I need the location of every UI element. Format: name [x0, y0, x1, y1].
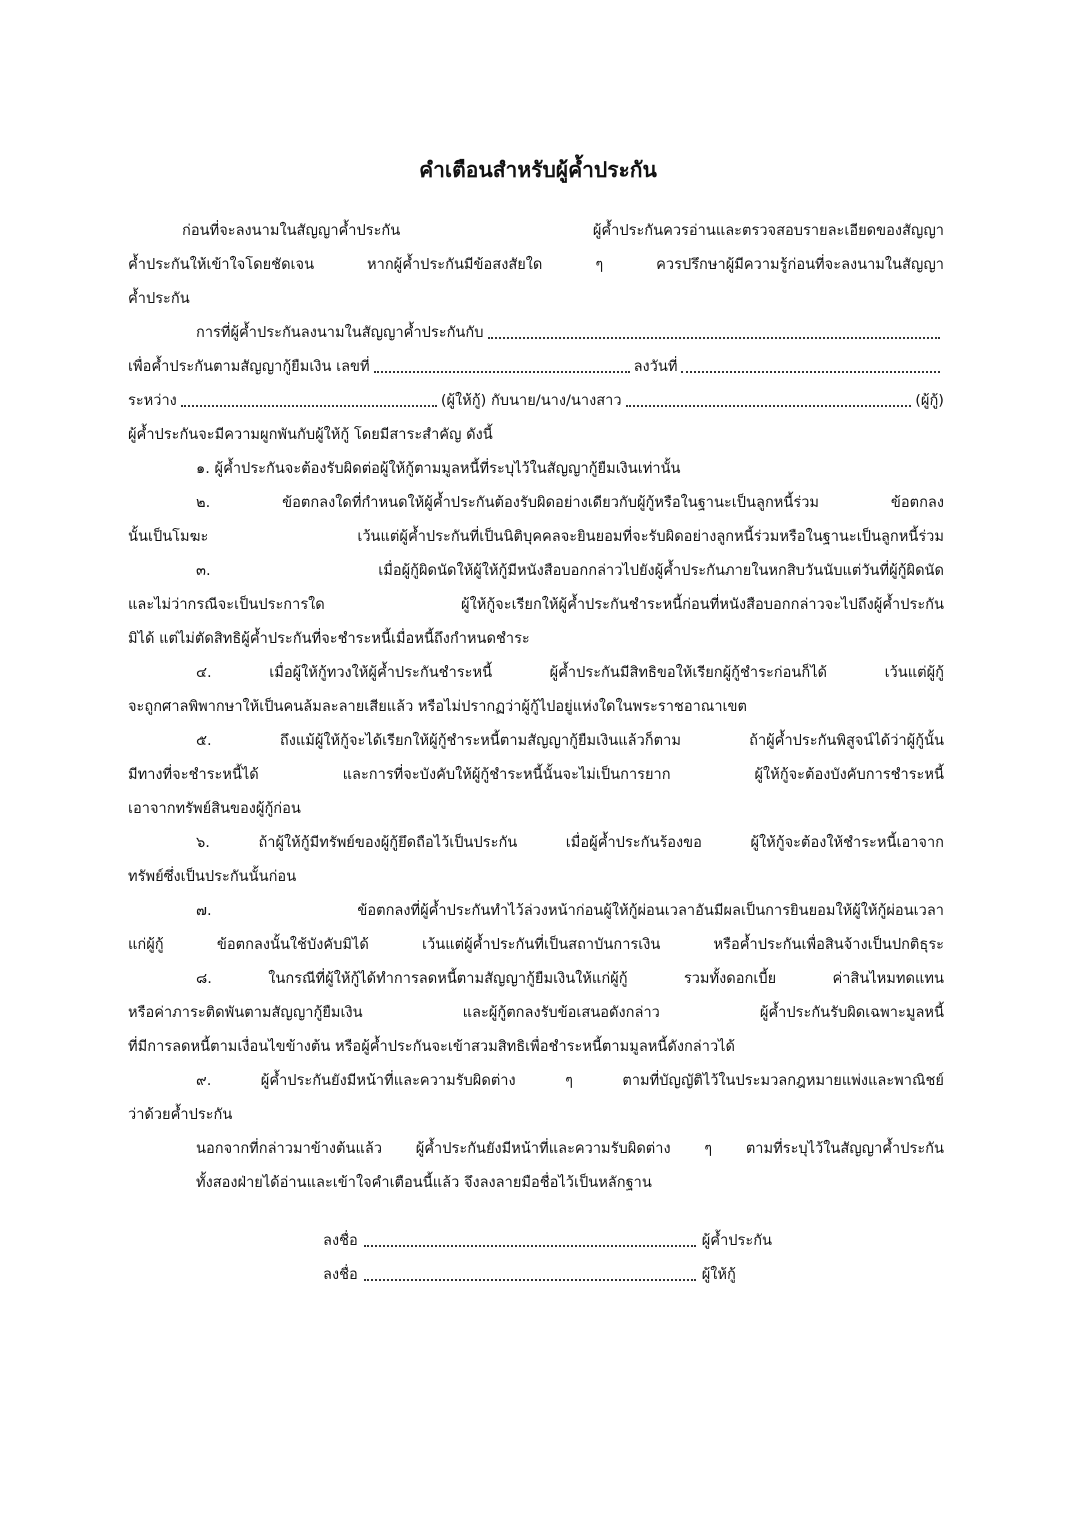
clause-8-line-1: ๘. ในกรณีที่ผู้ให้กู้ได้ทำการลดหนี้ตามสัญญากู้ยืมเงินให้แก่ผู้กู้ รวมทั้งดอกเบี้ย ค่าสินไหมทดแทน [196, 970, 944, 987]
clause-3-line-1: ๓. เมื่อผู้กู้ผิดนัดให้ผู้ให้กู้มีหนังสือบอกกล่าวไปยังผู้ค้ำประกันภายในหกสิบวันนับแต่วันที่ผู้กู้ผิดนัด [196, 562, 944, 579]
intro-line-2: ค้ำประกันให้เข้าใจโดยชัดเจน หากผู้ค้ำประกันมีข้อสงสัยใด ๆ ควรปรึกษาผู้มีความรู้ก่อนที่จะลงนามในสัญญา [128, 256, 944, 273]
clause-2-line-1: ๒. ข้อตกลงใดที่กำหนดให้ผู้ค้ำประกันต้องรับผิดอย่างเดียวกับผู้กู้หรือในฐานะเป็นลูกหนี้ร่วม ข้อตกลง [196, 494, 944, 511]
clause-5-line-3: เอาจากทรัพย์สินของผู้กู้ก่อน [128, 800, 301, 817]
signature-label: ลงชื่อ [323, 1266, 358, 1283]
between-label: ระหว่าง [128, 392, 177, 409]
lender-signature-blank[interactable] [364, 1279, 696, 1281]
closing-line-1: นอกจากที่กล่าวมาข้างต้นแล้ว ผู้ค้ำประกันยังมีหน้าที่และความรับผิดต่าง ๆ ตามที่ระบุไว้ในสัญญาค้ำประกัน [196, 1140, 944, 1157]
borrower-label: (ผู้กู้) [915, 392, 944, 409]
clause-9-line-1: ๙. ผู้ค้ำประกันยังมีหน้าที่และความรับผิดต่าง ๆ ตามที่บัญญัติไว้ในประมวลกฎหมายแพ่งและพาณิชย์ [196, 1072, 944, 1089]
document-title: คำเตือนสำหรับผู้ค้ำประกัน [419, 158, 657, 182]
clause-6-line-1: ๖. ถ้าผู้ให้กู้มีทรัพย์ของผู้กู้ยึดถือไว้เป็นประกัน เมื่อผู้ค้ำประกันร้องขอ ผู้ให้กู้จะต้องให้ชำระหนี้เอาจาก [196, 834, 944, 851]
clause-9-line-2: ว่าด้วยค้ำประกัน [128, 1106, 233, 1123]
clause-5-line-1: ๕. ถึงแม้ผู้ให้กู้จะได้เรียกให้ผู้กู้ชำระหนี้ตามสัญญากู้ยืมเงินแล้วก็ตาม ถ้าผู้ค้ำประกันพิสูจน์ได้ว่าผู้กู้นั้น [196, 732, 944, 749]
clause-8-line-2: หรือค่าภาระติดพันตามสัญญากู้ยืมเงิน และผู้กู้ตกลงรับข้อเสนอดังกล่าว ผู้ค้ำประกันรับผิดเฉพาะมูลหนี้ [128, 1004, 944, 1021]
intro-line-3: ค้ำประกัน [128, 290, 190, 307]
loan-contract-number-label: เพื่อค้ำประกันตามสัญญากู้ยืมเงิน เลขที่ [128, 358, 370, 375]
signature-role: ผู้ค้ำประกัน [701, 1232, 773, 1249]
signature-lender [323, 1260, 736, 1290]
clause-1-line-1: ๑. ผู้ค้ำประกันจะต้องรับผิดต่อผู้ให้กู้ตามมูลหนี้ที่ระบุไว้ในสัญญากู้ยืมเงินเท่านั้น [196, 460, 681, 477]
clause-5-line-2: มีทางที่จะชำระหนี้ได้ และการที่จะบังคับให้ผู้กู้ชำระหนี้นั้นจะไม่เป็นการยาก ผู้ให้กู้จะต้องบังคับการชำระหนี้ [128, 766, 944, 783]
guarantor-signature-blank[interactable] [364, 1245, 696, 1247]
clause-2-line-2: นั้นเป็นโมฆะ เว้นแต่ผู้ค้ำประกันที่เป็นนิติบุคคลจะยินยอมที่จะรับผิดอย่างลูกหนี้ร่วมหรือในฐานะเป็นลูกหนี้ร่วม [128, 528, 944, 545]
clause-4-line-1: ๔. เมื่อผู้ให้กู้ทวงให้ผู้ค้ำประกันชำระหนี้ ผู้ค้ำประกันมีสิทธิขอให้เรียกผู้กู้ชำระก่อนก็ได้ เว้นแต่ผู้กู้ [196, 664, 944, 681]
signature-role: ผู้ให้กู้ [701, 1266, 736, 1283]
creditor-name-blank[interactable] [488, 336, 941, 339]
signature-guarantor [323, 1226, 772, 1256]
clause-7-line-1: ๗. ข้อตกลงที่ผู้ค้ำประกันทำไว้ล่วงหน้าก่อนผู้ให้กู้ผ่อนเวลาอันมีผลเป็นการยินยอมให้ผู้ให้กู้ผ่อนเวลา [196, 902, 944, 919]
borrower-name-blank[interactable] [626, 404, 912, 407]
contract-date-label: ลงวันที่ [633, 358, 678, 375]
contract-number-blank[interactable] [374, 370, 630, 373]
clause-4-line-2: จะถูกศาลพิพากษาให้เป็นคนล้มละลายเสียแล้ว หรือไม่ปรากฏว่าผู้กู้ไปอยู่แห่งใดในพระราชอาณาเขต [128, 698, 747, 715]
clause-3-line-3: มิได้ แต่ไม่ตัดสิทธิผู้ค้ำประกันที่จะชำระหนี้เมื่อหนี้ถึงกำหนดชำระ [128, 630, 530, 647]
guarantee-with-line [196, 318, 944, 348]
lender-name-blank[interactable] [181, 404, 437, 407]
signature-label: ลงชื่อ [323, 1232, 358, 1249]
closing-line-2: ทั้งสองฝ่ายได้อ่านและเข้าใจคำเตือนนี้แล้ว จึงลงลายมือชื่อไว้เป็นหลักฐาน [196, 1174, 652, 1191]
loan-contract-line [128, 352, 944, 382]
guarantee-with-label: การที่ผู้ค้ำประกันลงนามในสัญญาค้ำประกันกับ [196, 324, 484, 341]
lender-and-borrower-label: (ผู้ให้กู้) กับนาย/นาง/นางสาว [440, 392, 622, 409]
clause-7-line-2: แก่ผู้กู้ ข้อตกลงนั้นใช้บังคับมิได้ เว้นแต่ผู้ค้ำประกันที่เป็นสถาบันการเงิน หรือค้ำประกันเพื่อสินจ้างเป็นปกติธุระ [128, 936, 944, 953]
parties-line [128, 386, 944, 416]
clause-8-line-3: ที่มีการลดหนี้ตามเงื่อนไขข้างต้น หรือผู้ค้ำประกันจะเข้าสวมสิทธิเพื่อชำระหนี้ตามมูลหนี้ดังกล่าวได้ [128, 1038, 735, 1055]
contract-date-blank[interactable] [681, 370, 940, 373]
clause-3-line-2: และไม่ว่ากรณีจะเป็นประการใด ผู้ให้กู้จะเรียกให้ผู้ค้ำประกันชำระหนี้ก่อนที่หนังสือบอกกล่าวจะไปถึงผู้ค้ำประกัน [128, 596, 944, 613]
clause-6-line-2: ทรัพย์ซึ่งเป็นประกันนั้นก่อน [128, 868, 297, 885]
intro-line-1: ก่อนที่จะลงนามในสัญญาค้ำประกัน ผู้ค้ำประกันควรอ่านและตรวจสอบรายละเอียดของสัญญา [182, 222, 944, 239]
obligation-summary-line: ผู้ค้ำประกันจะมีความผูกพันกับผู้ให้กู้ โดยมีสาระสำคัญ ดังนี้ [128, 426, 493, 443]
